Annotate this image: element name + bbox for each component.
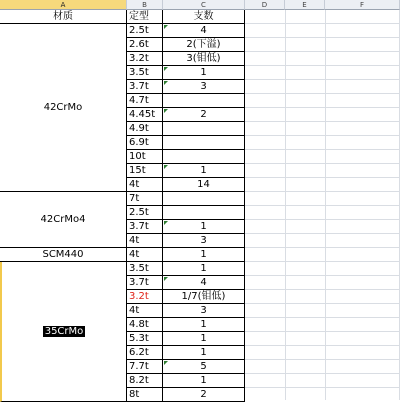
cell-note-indicator-icon: [164, 221, 168, 225]
gridline: [245, 289, 400, 290]
count-cell[interactable]: 14: [163, 178, 245, 192]
count-cell[interactable]: 4: [163, 24, 245, 38]
shape-cell[interactable]: 3.5t: [127, 66, 163, 80]
count-cell[interactable]: [163, 206, 245, 220]
gridline: [245, 247, 400, 248]
shape-cell[interactable]: 4t: [127, 248, 163, 262]
gridline: [245, 177, 400, 178]
material-label: SCM440: [42, 249, 84, 260]
gridline: [245, 37, 400, 38]
gridline: [245, 275, 400, 276]
material-label: 35CrMo: [44, 326, 84, 337]
shape-cell[interactable]: 4t: [127, 178, 163, 192]
count-cell[interactable]: [163, 150, 245, 164]
count-cell[interactable]: [163, 94, 245, 108]
column-header-c[interactable]: C: [163, 0, 245, 10]
shape-cell[interactable]: 6.9t: [127, 136, 163, 150]
count-cell[interactable]: 1: [163, 262, 245, 276]
shape-cell[interactable]: 7t: [127, 192, 163, 206]
gridline: [245, 121, 400, 122]
shape-cell[interactable]: 7.7t: [127, 360, 163, 374]
shape-cell[interactable]: 4.9t: [127, 122, 163, 136]
count-cell[interactable]: [163, 122, 245, 136]
cell-note-indicator-icon: [164, 361, 168, 365]
gridline: [245, 163, 400, 164]
material-cell[interactable]: [0, 248, 127, 262]
count-cell[interactable]: [163, 192, 245, 206]
gridline: [245, 387, 400, 388]
shape-cell[interactable]: 5.3t: [127, 332, 163, 346]
material-label: 42CrMo4: [40, 214, 86, 225]
gridline: [245, 373, 400, 374]
shape-cell[interactable]: 4t: [127, 304, 163, 318]
count-cell[interactable]: 5: [163, 360, 245, 374]
count-cell[interactable]: 2: [163, 108, 245, 122]
header-material-label: 材质: [53, 11, 73, 22]
gridline: [245, 345, 400, 346]
count-cell[interactable]: 2: [163, 388, 245, 402]
count-cell[interactable]: 2(下溢): [163, 38, 245, 52]
count-cell[interactable]: 3: [163, 234, 245, 248]
count-cell[interactable]: 1: [163, 220, 245, 234]
shape-cell[interactable]: 2.6t: [127, 38, 163, 52]
shape-cell[interactable]: 4.45t: [127, 108, 163, 122]
gridline: [245, 79, 400, 80]
count-cell[interactable]: 1: [163, 318, 245, 332]
shape-cell[interactable]: 8t: [127, 388, 163, 402]
count-cell[interactable]: 1/7(钼低): [163, 290, 245, 304]
count-cell[interactable]: 1: [163, 346, 245, 360]
count-cell[interactable]: 4: [163, 276, 245, 290]
material-cell[interactable]: [0, 262, 127, 402]
header-count-cell[interactable]: [163, 10, 245, 24]
material-cell[interactable]: [0, 192, 127, 248]
material-label: 42CrMo: [43, 102, 83, 113]
shape-cell[interactable]: 4.7t: [127, 94, 163, 108]
cell-note-indicator-icon: [164, 109, 168, 113]
gridline: [245, 261, 400, 262]
gridline: [245, 135, 400, 136]
shape-cell[interactable]: 4.8t: [127, 318, 163, 332]
gridline: [245, 65, 400, 66]
column-header-b[interactable]: B: [127, 0, 163, 10]
count-cell[interactable]: [163, 136, 245, 150]
shape-cell[interactable]: 3.2t: [127, 52, 163, 66]
count-cell[interactable]: 1: [163, 374, 245, 388]
shape-cell[interactable]: 2.5t: [127, 24, 163, 38]
cell-note-indicator-icon: [164, 25, 168, 29]
count-cell[interactable]: 3: [163, 304, 245, 318]
column-header-f[interactable]: F: [325, 0, 400, 10]
header-material-cell[interactable]: [0, 10, 127, 24]
gridline: [245, 51, 400, 52]
gridline: [245, 107, 400, 108]
header-shape-cell[interactable]: [127, 10, 163, 24]
shape-cell[interactable]: 8.2t: [127, 374, 163, 388]
shape-cell[interactable]: 3.7t: [127, 220, 163, 234]
cell-note-indicator-icon: [164, 165, 168, 169]
shape-cell[interactable]: 2.5t: [127, 206, 163, 220]
header-count-label: 支数: [193, 11, 214, 22]
gridline: [245, 359, 400, 360]
gridline: [245, 93, 400, 94]
column-header-d[interactable]: D: [245, 0, 285, 10]
header-shape-label: 定型: [129, 11, 149, 22]
column-header-e[interactable]: E: [285, 0, 325, 10]
count-cell[interactable]: 3(钼低): [163, 52, 245, 66]
count-cell[interactable]: 1: [163, 332, 245, 346]
shape-cell[interactable]: 10t: [127, 150, 163, 164]
cell-note-indicator-icon: [164, 67, 168, 71]
gridline: [245, 205, 400, 206]
gridline: [245, 303, 400, 304]
gridline: [245, 149, 400, 150]
gridline: [245, 191, 400, 192]
shape-cell[interactable]: 4t: [127, 234, 163, 248]
count-cell[interactable]: 3: [163, 80, 245, 94]
shape-cell[interactable]: 3.5t: [127, 262, 163, 276]
column-header-a[interactable]: A: [0, 0, 127, 10]
shape-cell[interactable]: 6.2t: [127, 346, 163, 360]
count-cell[interactable]: 1: [163, 66, 245, 80]
gridline: [245, 23, 400, 24]
material-cell[interactable]: [0, 24, 127, 192]
count-cell[interactable]: 1: [163, 248, 245, 262]
gridline: [245, 331, 400, 332]
shape-cell[interactable]: 3.7t: [127, 276, 163, 290]
shape-cell[interactable]: 3.7t: [127, 80, 163, 94]
shape-cell[interactable]: 3.2t: [127, 290, 163, 304]
count-cell[interactable]: 1: [163, 164, 245, 178]
cell-note-indicator-icon: [164, 81, 168, 85]
shape-cell[interactable]: 15t: [127, 164, 163, 178]
gridline: [245, 317, 400, 318]
cell-note-indicator-icon: [164, 277, 168, 281]
gridline: [245, 233, 400, 234]
gridline: [245, 219, 400, 220]
